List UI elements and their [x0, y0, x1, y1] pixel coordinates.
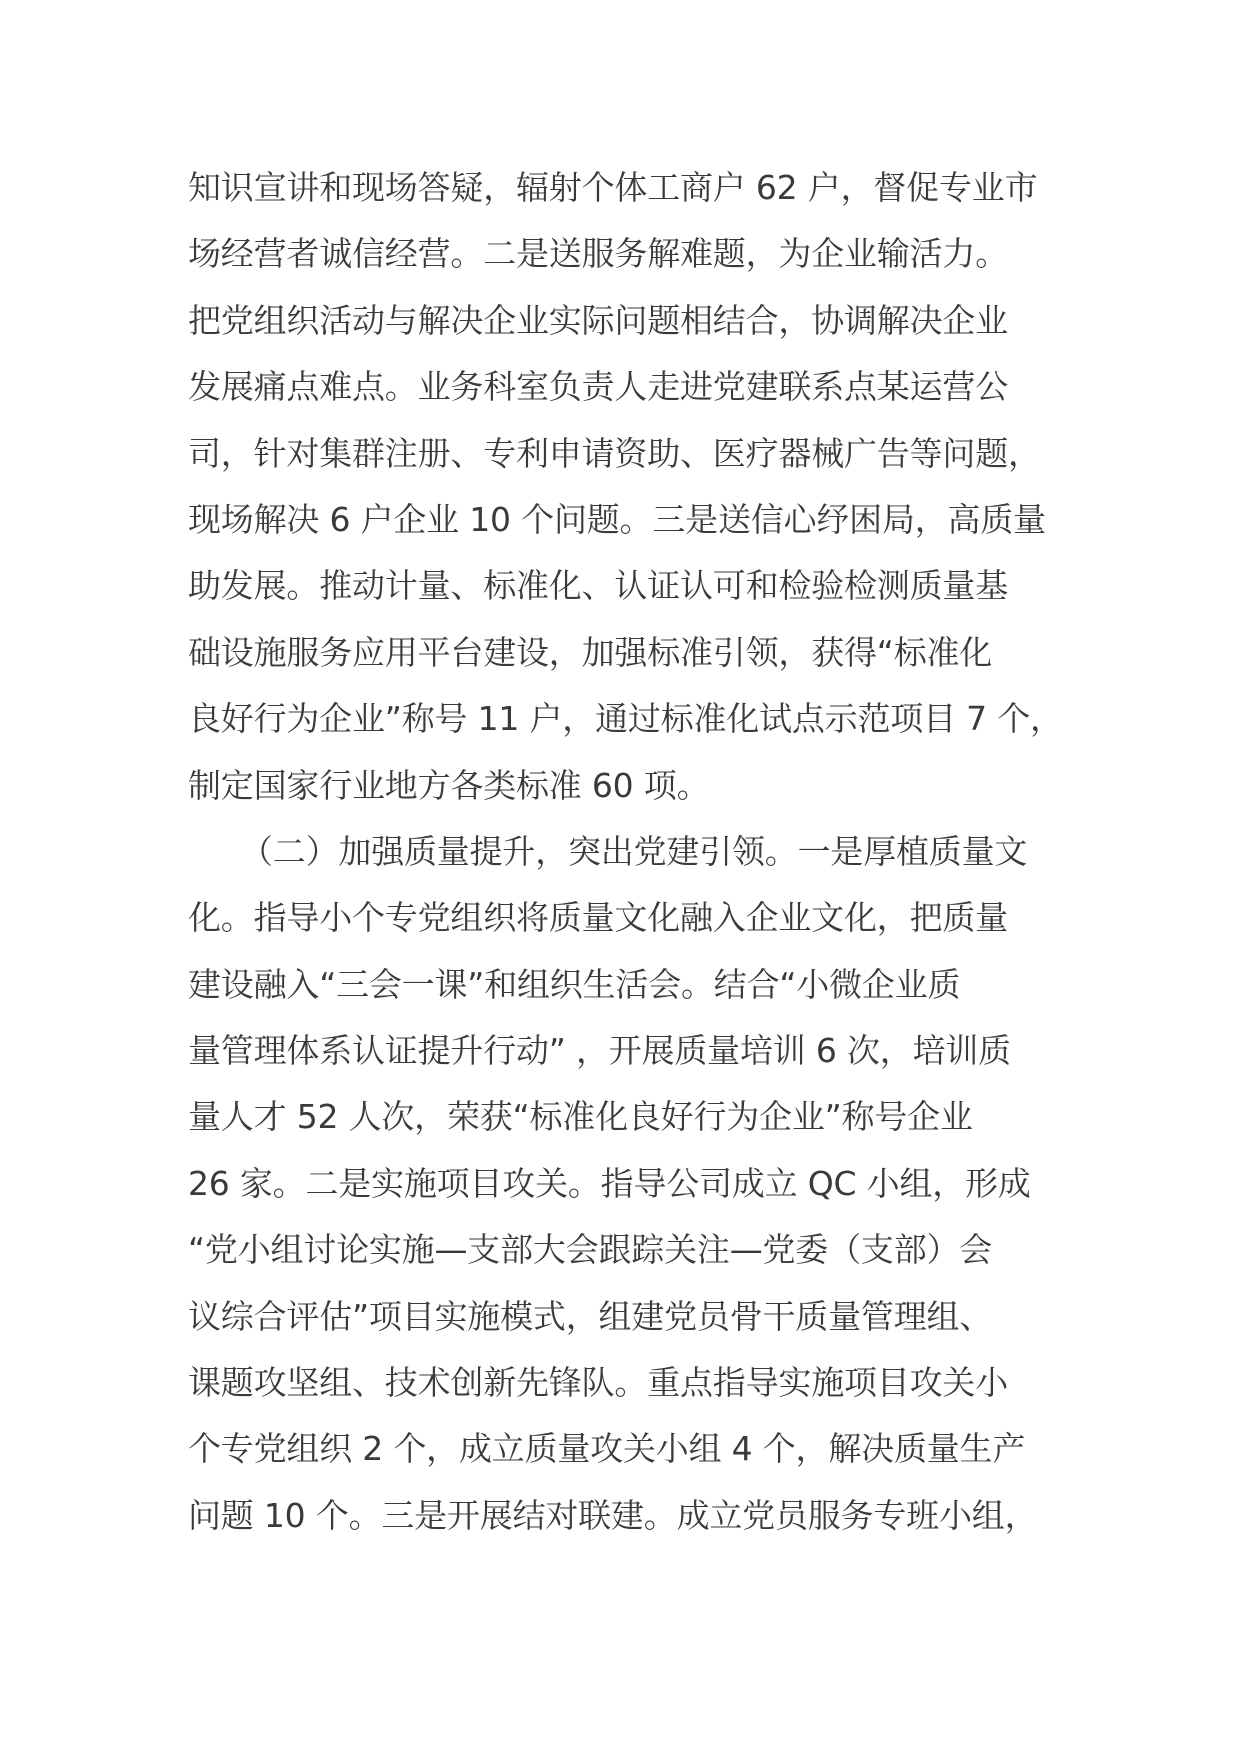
text-line: 化。指导小个专党组织将质量文化融入企业文化，把质量	[188, 898, 1009, 938]
text-line: 建设融入“三会一课”和组织生活会。结合“小微企业质	[188, 964, 961, 1004]
text-line: “党小组讨论实施—支部大会跟踪关注—党委（支部）会	[188, 1230, 993, 1270]
section-heading-line: （二）加强质量提升，突出党建引领。一是厚植质量文	[240, 831, 1028, 871]
text-line: 课题攻坚组、技术创新先锋队。重点指导实施项目攻关小	[188, 1363, 1009, 1403]
text-line: 司，针对集群注册、专利申请资助、医疗器械广告等问题，	[188, 433, 1041, 473]
text-line: 问题 10 个。三是开展结对联建。成立党员服务专班小组，	[188, 1495, 1038, 1535]
text-line: 把党组织活动与解决企业实际问题相结合，协调解决企业	[188, 300, 1009, 340]
text-line: 量人才 52 人次，荣获“标准化良好行为企业”称号企业	[188, 1097, 973, 1137]
text-line: 26 家。二是实施项目攻关。指导公司成立 QC 小组，形成	[188, 1163, 1031, 1203]
text-line: 知识宣讲和现场答疑，辐射个体工商户 62 户，督促专业市	[188, 168, 1038, 207]
text-line: 议综合评估”项目实施模式，组建党员骨干质量管理组、	[188, 1296, 993, 1336]
text-line: 良好行为企业”称号 11 户，通过标准化试点示范项目 7 个，	[188, 699, 1063, 739]
text-line: 现场解决 6 户企业 10 个问题。三是送信心纾困局，高质量	[188, 499, 1046, 539]
text-line: 制定国家行业地方各类标准 60 项。	[188, 765, 710, 805]
text-line: 助发展。推动计量、标准化、认证认可和检验检测质量基	[188, 566, 1009, 606]
text-line: 场经营者诚信经营。二是送服务解难题，为企业输活力。	[188, 234, 1009, 274]
body-text	[188, 155, 1088, 1549]
text-line: 发展痛点难点。业务科室负责人走进党建联系点某运营公	[188, 367, 1009, 407]
text-line: 量管理体系认证提升行动” ，开展质量培训 6 次，培训质	[188, 1031, 1011, 1071]
text-line: 个专党组织 2 个，成立质量攻关小组 4 个，解决质量生产	[188, 1429, 1026, 1469]
text-line: 础设施服务应用平台建设，加强标准引领，获得“标准化	[188, 632, 993, 672]
